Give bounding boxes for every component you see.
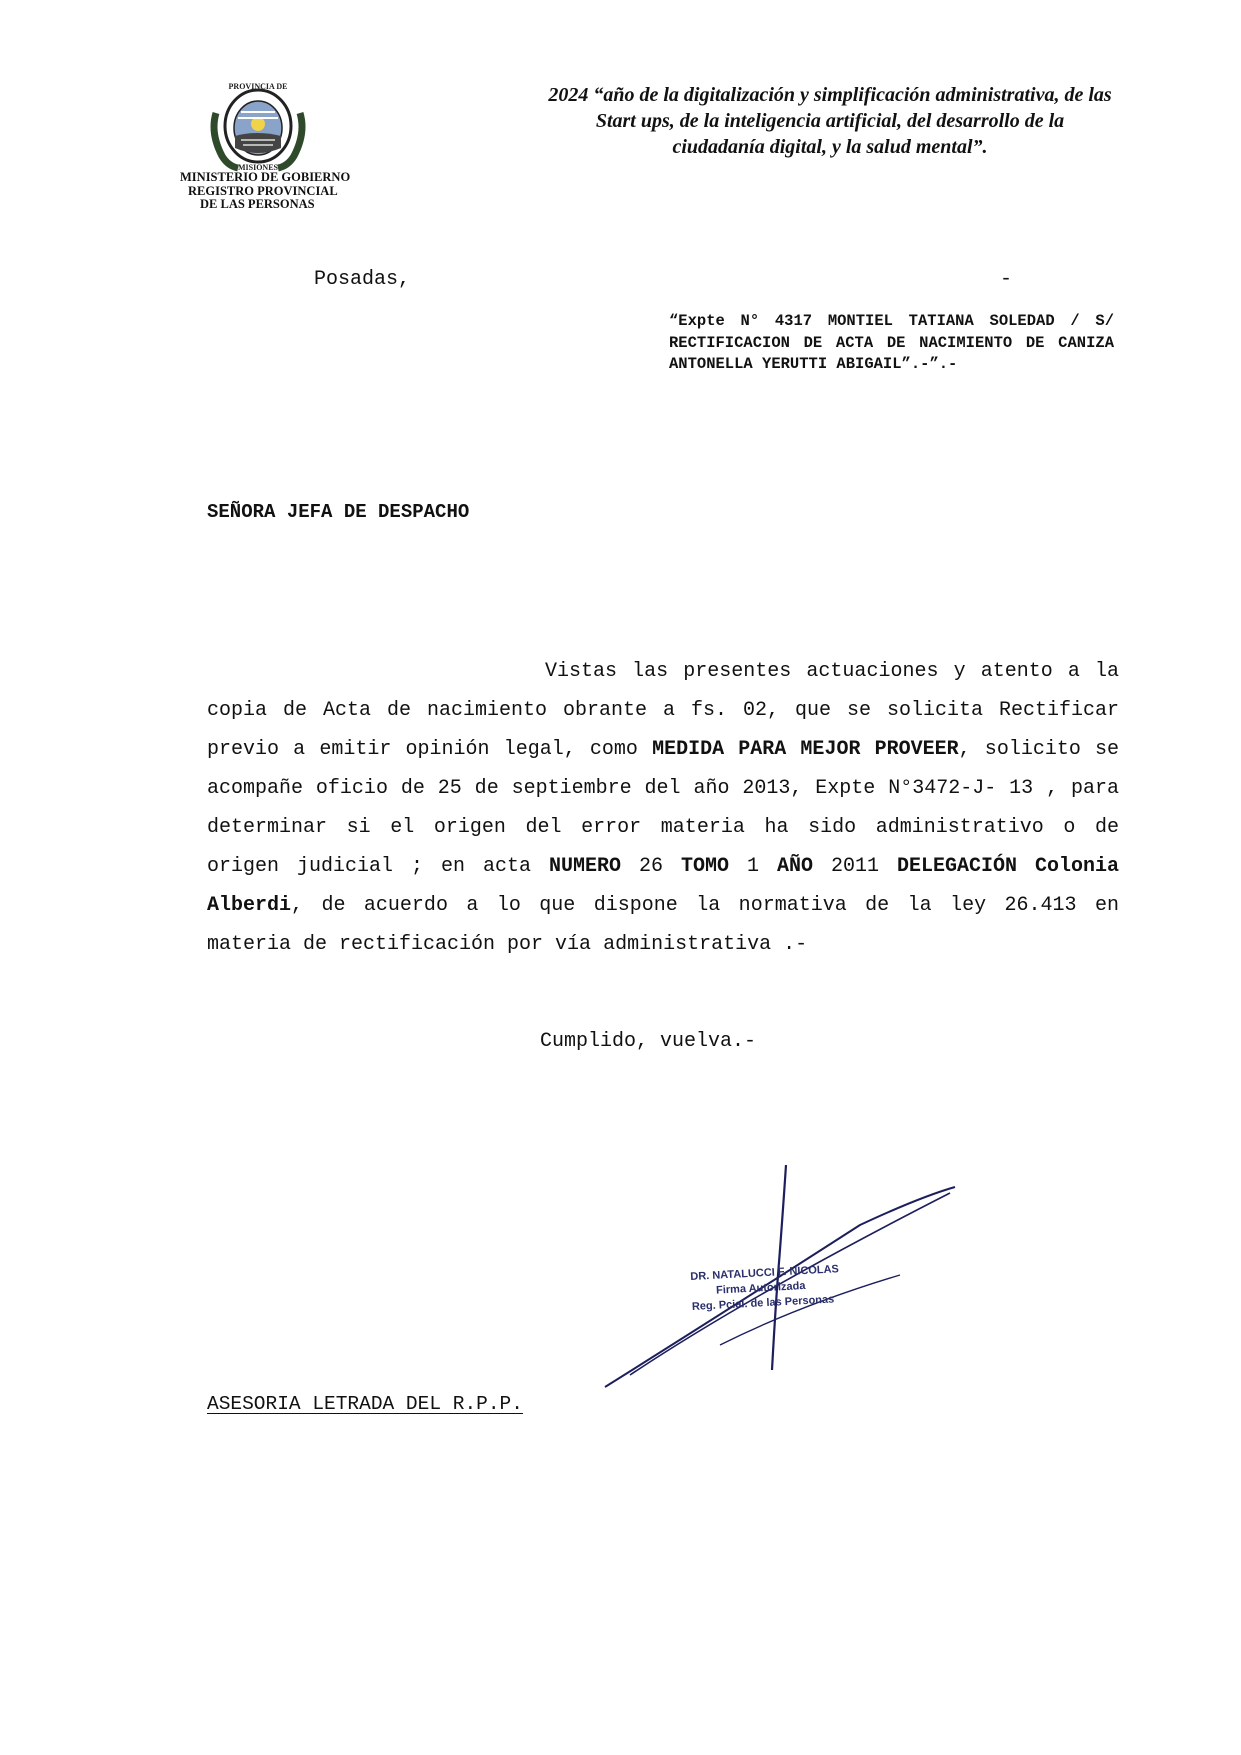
ministry-heading (180, 171, 350, 212)
ministry-line: MINISTERIO DE GOBIERNO (180, 170, 351, 184)
body-text: , solicito se acompañe oficio de 25 de septiembre del año 2013, Expte N°3472-J- 13 , para determinar si el origen del error materia ha sido administrativo o de origen judicial ; en acta (207, 738, 1119, 878)
motto-line: Start ups, de la inteligencia artificial, del desarrollo de la (595, 110, 1065, 132)
body-text: Vistas las presentes actuaciones y atento a la copia de Acta de nacimiento obrante a fs. 02, que se solicita Rectificar previo a emitir opinión legal, como (207, 660, 1119, 761)
body-paragraph (207, 652, 1119, 964)
stamp-line: DR. NATALUCCI F. NICOLAS (690, 1263, 840, 1283)
stamp-line: Reg. Pcial. de las Personas (691, 1293, 835, 1313)
office-name: ASESORIA LETRADA DEL R.P.P. (207, 1393, 523, 1415)
place-date: Posadas, (314, 268, 411, 291)
body-bold: TOMO (680, 855, 729, 878)
body-text: 2011 (812, 855, 897, 878)
motto-line: 2024 “año de la digitalización y simplificación administrativa, de las (548, 84, 1112, 106)
seal-text-bottom: MISIONES (237, 163, 279, 172)
body-text: 1 (728, 855, 777, 878)
authorization-stamp (690, 1262, 841, 1315)
seal-text-top: PROVINCIA DE (228, 82, 288, 91)
addressee: SEÑORA JEFA DE DESPACHO (207, 501, 470, 523)
year-motto (505, 82, 1155, 160)
date-dash: - (1000, 268, 1013, 291)
motto-line: ciudadanía digital, y la salud mental”. (672, 136, 988, 158)
body-text: 26 (620, 855, 681, 878)
case-reference: “Expte N° 4317 MONTIEL TATIANA SOLEDAD / S/ RECTIFICACION DE ACTA DE NACIMIENTO DE CANIZA ANTONELLA YERUTTI ABIGAIL”.-”.- (669, 312, 1114, 373)
body-bold: DELEGACIÓN Colonia Alberdi (207, 855, 1119, 917)
closing-line: Cumplido, vuelva.- (540, 1030, 757, 1053)
body-bold: AÑO (776, 855, 813, 878)
body-bold: MEDIDA PARA MEJOR PROVEER (652, 738, 959, 761)
body-text: , de acuerdo a lo que dispone la normativa de la ley 26.413 en materia de rectificación por vía administrativa .- (207, 894, 1119, 956)
misiones-coat-of-arms-logo (208, 78, 308, 173)
ministry-line: DE LAS PERSONAS (200, 197, 315, 211)
stamp-line: Firma Autorizada (715, 1279, 806, 1297)
body-bold: NUMERO (548, 855, 621, 878)
ministry-line: REGISTRO PROVINCIAL (188, 183, 338, 198)
